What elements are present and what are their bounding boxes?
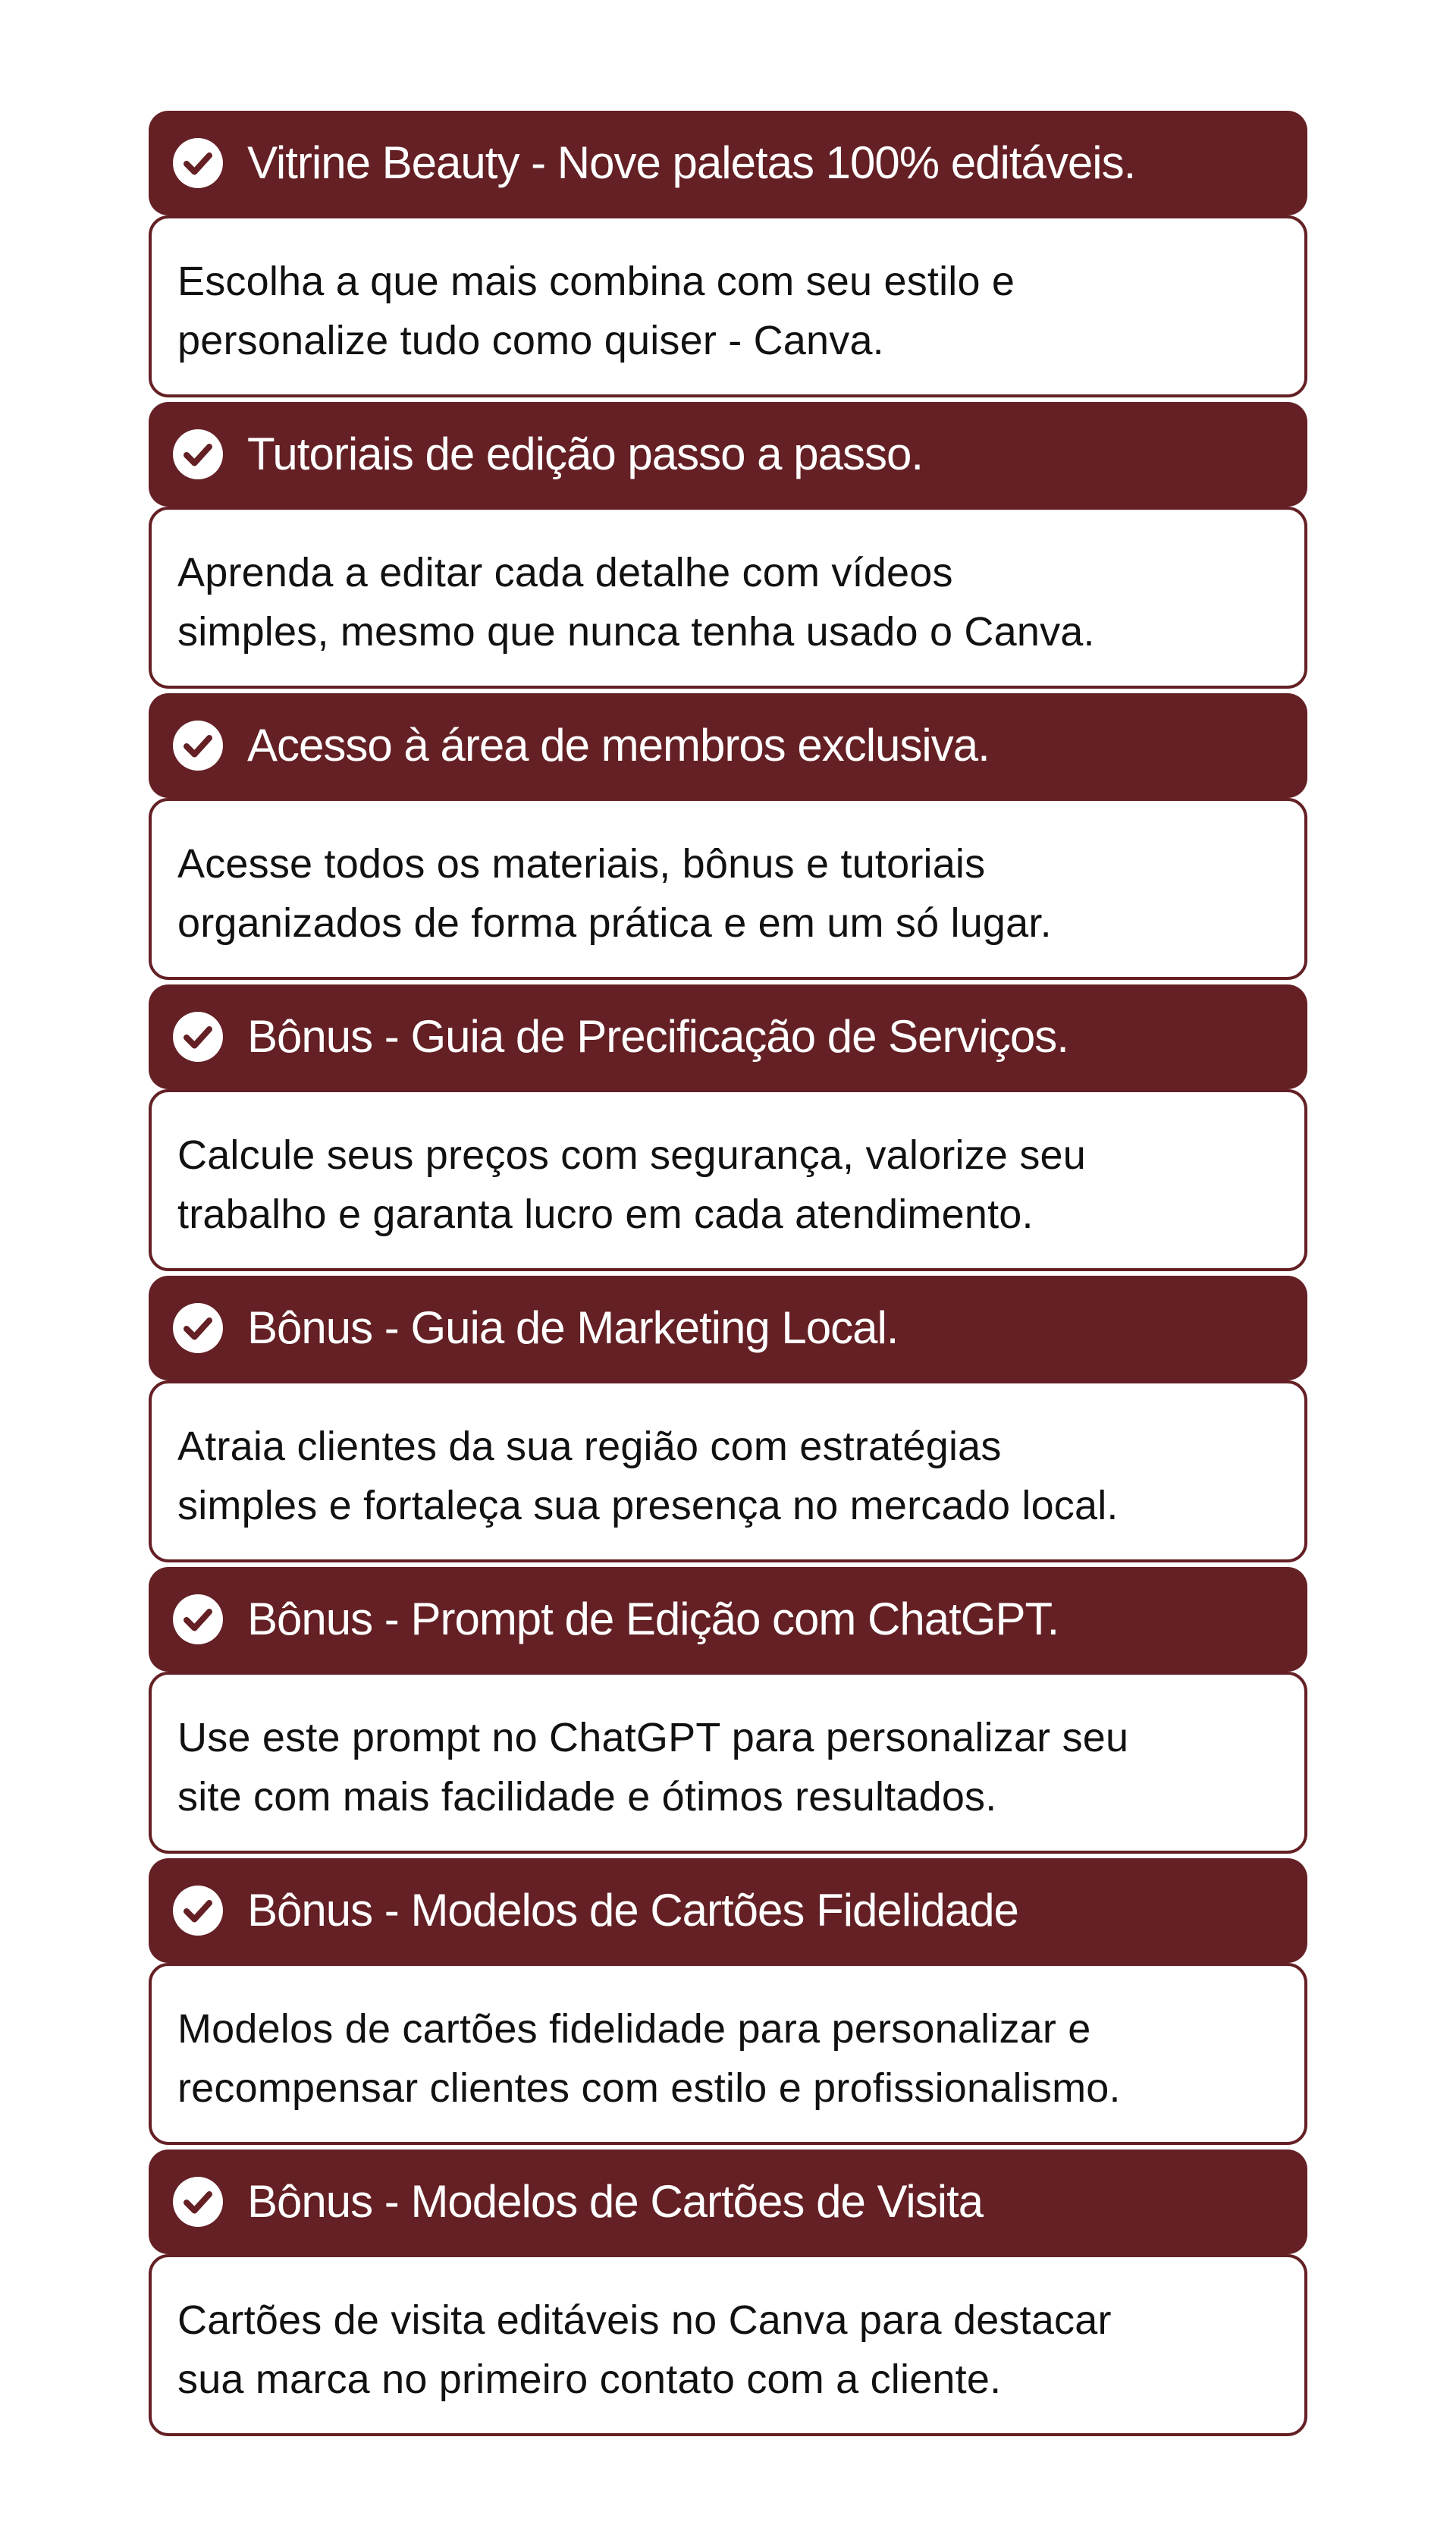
benefit-description [149, 1089, 1307, 1271]
benefit-item [149, 693, 1307, 984]
benefit-description-line: Cartões de visita editáveis no Canva para destacar [177, 2297, 1112, 2343]
benefit-description [149, 507, 1307, 689]
benefit-title: Bônus - Modelos de Cartões de Visita [247, 2176, 984, 2227]
benefit-header [149, 2149, 1307, 2254]
check-circle-icon [171, 2175, 224, 2228]
benefit-description [149, 215, 1307, 397]
benefit-title: Acesso à área de membros exclusiva. [247, 720, 990, 771]
benefit-description [149, 1380, 1307, 1562]
benefits-list [149, 111, 1307, 2441]
benefit-description [149, 2254, 1307, 2436]
benefit-header [149, 111, 1307, 215]
benefit-item [149, 1858, 1307, 2149]
benefit-item [149, 984, 1307, 1276]
benefit-description-line: trabalho e garanta lucro em cada atendimento. [177, 1192, 1034, 1237]
benefit-description-line: site com mais facilidade e ótimos resultados. [177, 1774, 997, 1820]
check-circle-icon [171, 1593, 224, 1646]
benefit-description-line: Atraia clientes da sua região com estratégias [177, 1424, 1002, 1469]
benefit-item [149, 111, 1307, 402]
benefit-header [149, 693, 1307, 798]
check-circle-icon [171, 137, 224, 190]
benefit-title: Bônus - Guia de Precificação de Serviços. [247, 1011, 1068, 1062]
benefit-description-line: Use este prompt no ChatGPT para personalizar seu [177, 1715, 1129, 1760]
benefit-description-line: recompensar clientes com estilo e profissionalismo. [177, 2065, 1121, 2111]
benefit-title: Bônus - Modelos de Cartões Fidelidade [247, 1885, 1018, 1936]
benefit-description [149, 798, 1307, 980]
check-circle-icon [171, 1302, 224, 1355]
benefit-description [149, 1963, 1307, 2145]
benefit-title: Bônus - Prompt de Edição com ChatGPT. [247, 1594, 1059, 1644]
benefit-description-line: sua marca no primeiro contato com a cliente. [177, 2357, 1002, 2402]
benefit-header [149, 1276, 1307, 1380]
benefit-description-line: Calcule seus preços com segurança, valorize seu [177, 1132, 1086, 1178]
benefit-header [149, 984, 1307, 1089]
benefit-description-line: Acesse todos os materiais, bônus e tutoriais [177, 841, 986, 887]
check-circle-icon [171, 428, 224, 481]
benefit-title: Vitrine Beauty - Nove paletas 100% editáveis. [247, 137, 1136, 188]
benefit-item [149, 1567, 1307, 1858]
benefit-description-line: simples, mesmo que nunca tenha usado o Canva. [177, 609, 1095, 655]
benefit-description-line: organizados de forma prática e em um só lugar. [177, 900, 1052, 946]
benefit-item [149, 402, 1307, 693]
check-circle-icon [171, 1010, 224, 1063]
benefit-title: Bônus - Guia de Marketing Local. [247, 1302, 899, 1353]
benefit-description [149, 1672, 1307, 1854]
check-circle-icon [171, 1884, 224, 1937]
benefit-item [149, 1276, 1307, 1567]
benefit-header [149, 1858, 1307, 1963]
benefit-header [149, 402, 1307, 507]
benefit-description-line: Escolha a que mais combina com seu estilo e [177, 259, 1015, 304]
benefit-title: Tutoriais de edição passo a passo. [247, 429, 923, 479]
benefit-description-line: Modelos de cartões fidelidade para personalizar e [177, 2006, 1091, 2052]
benefit-description-line: simples e fortaleça sua presença no mercado local. [177, 1483, 1119, 1528]
benefit-description-line: Aprenda a editar cada detalhe com vídeos [177, 550, 953, 595]
check-circle-icon [171, 719, 224, 772]
benefit-item [149, 2149, 1307, 2441]
benefit-header [149, 1567, 1307, 1672]
benefit-description-line: personalize tudo como quiser - Canva. [177, 318, 884, 363]
